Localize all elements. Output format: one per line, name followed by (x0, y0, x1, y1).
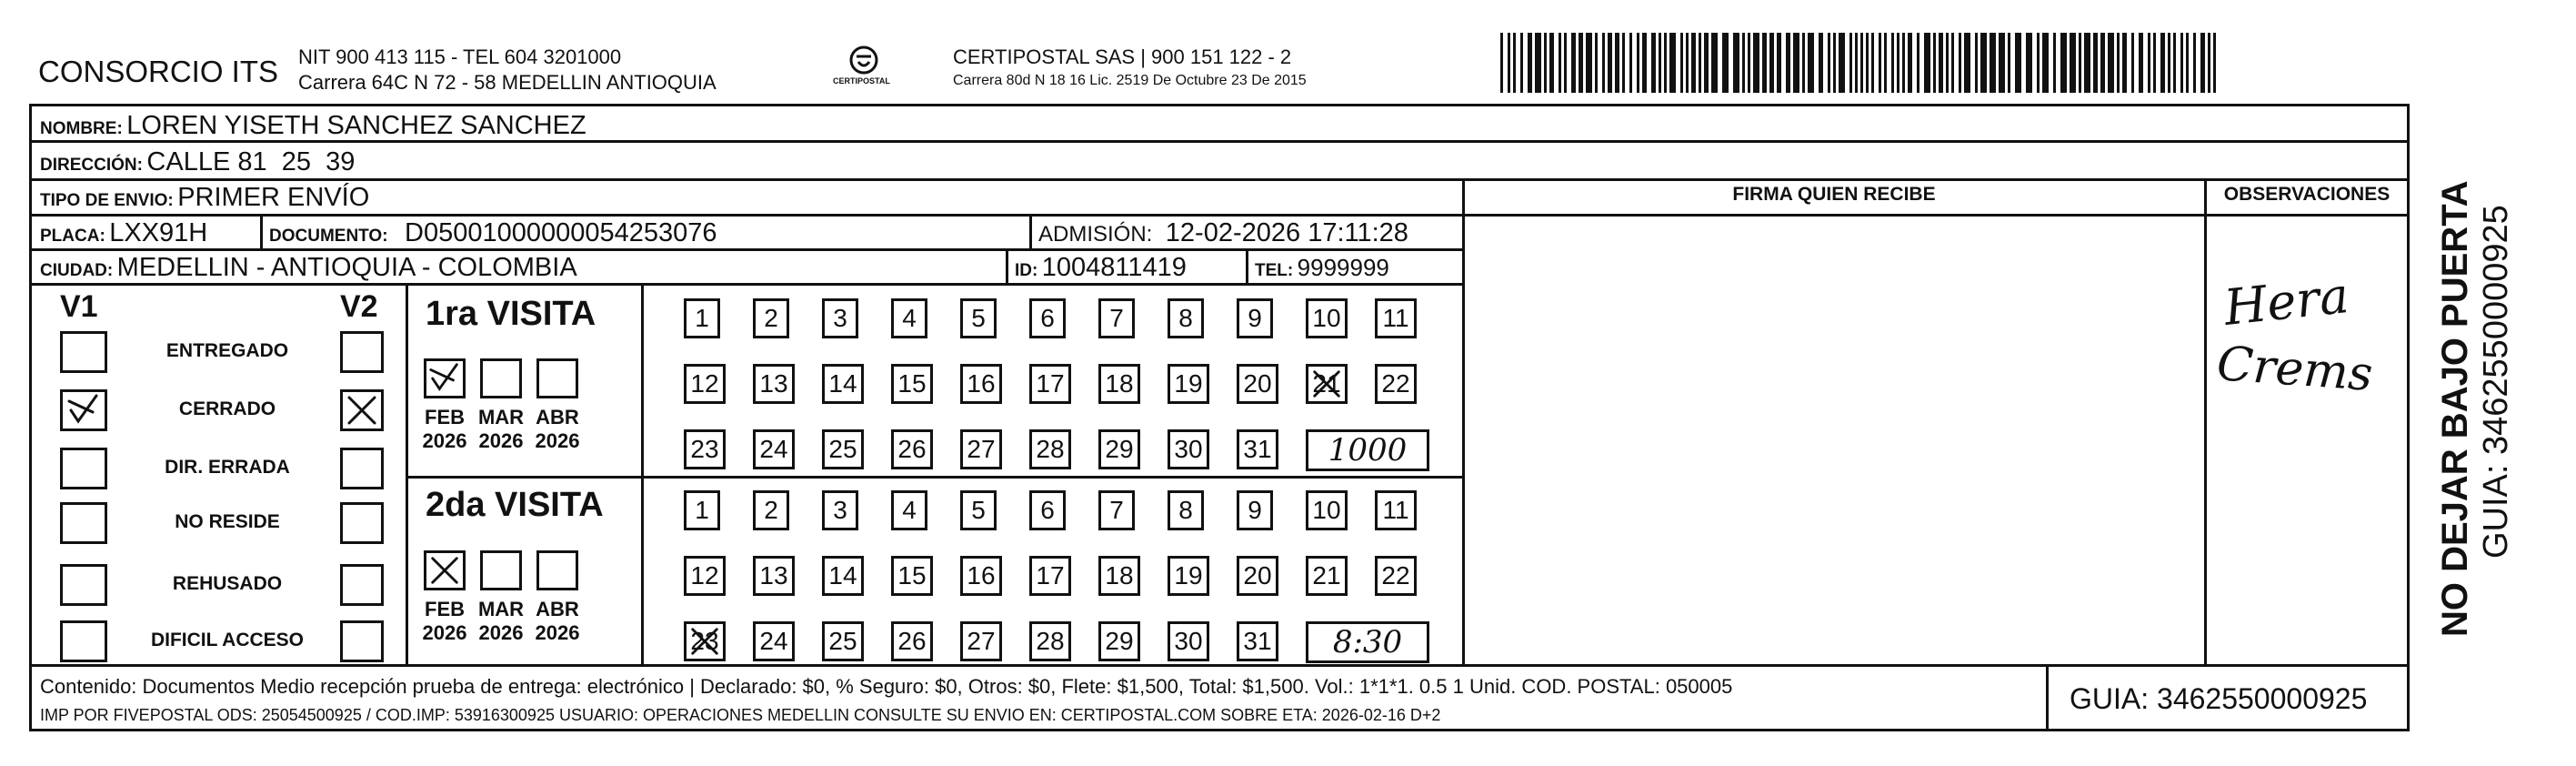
barcode-bar (2186, 33, 2189, 93)
barcode-bar (1959, 33, 1961, 93)
first-visit-title: 1ra VISITA (426, 295, 596, 333)
barcode-bar (2060, 33, 2067, 93)
company-name: CONSORCIO ITS (38, 55, 279, 88)
barcode-bar (2131, 33, 2134, 93)
second-visit-month-box[interactable] (480, 550, 522, 590)
second-visit-time[interactable]: 8:30 (1306, 621, 1429, 663)
second-visit-month-box[interactable] (536, 550, 578, 590)
barcode-bar (2037, 33, 2040, 93)
no-dejar-bajo-puerta: NO DEJAR BAJO PUERTA (2435, 180, 2475, 637)
barcode-bar (1722, 33, 1729, 93)
first-visit-day[interactable]: 28 (1029, 429, 1071, 469)
status-option-label: DIR. ERRADA (165, 457, 290, 478)
second-visit-day[interactable]: 6 (1029, 490, 1066, 530)
barcode-bar (1819, 33, 1823, 93)
ciudad-value: MEDELLIN - ANTIOQUIA - COLOMBIA (116, 253, 577, 282)
v2-checkbox[interactable] (340, 502, 384, 544)
barcode-bar (1908, 33, 1912, 93)
placa-label: PLACA: (40, 227, 105, 246)
second-visit-day[interactable]: 10 (1306, 490, 1348, 530)
first-visit-day[interactable]: 25 (822, 429, 864, 469)
barcode-bar (1902, 33, 1905, 93)
v1-checkbox[interactable] (60, 564, 107, 606)
barcode-bar (2026, 33, 2032, 93)
barcode-bar (1699, 33, 1701, 93)
barcode-bar (1897, 33, 1899, 93)
second-visit-day[interactable]: 5 (960, 490, 997, 530)
barcode-bar (1528, 33, 1532, 93)
admision-value: 12-02-2026 17:11:28 (1165, 218, 1408, 247)
barcode-bar (2100, 33, 2105, 93)
first-visit-day[interactable]: 3 (822, 298, 858, 338)
barcode-bar (1651, 33, 1656, 93)
second-visit-day[interactable]: 4 (891, 490, 927, 530)
status-option-label: ENTREGADO (165, 340, 289, 361)
first-visit-day[interactable]: 15 (891, 364, 933, 404)
first-visit-day[interactable]: 27 (960, 429, 1002, 469)
first-visit-day[interactable]: 16 (960, 364, 1002, 404)
barcode-bar (1762, 33, 1767, 93)
v2-checkbox[interactable] (340, 331, 384, 373)
second-visit-title: 2da VISITA (426, 486, 604, 524)
first-visit-month-box[interactable] (480, 358, 522, 398)
first-visit-day[interactable]: 17 (1029, 364, 1071, 404)
barcode-bar (1595, 33, 1598, 93)
second-visit-day[interactable]: 26 (891, 621, 933, 661)
second-visit-day[interactable]: 1 (684, 490, 720, 530)
placa-value: LXX91H (109, 218, 208, 247)
observaciones-title: OBSERVACIONES (2223, 184, 2391, 205)
barcode-bar (1669, 33, 1676, 93)
footer-imp: IMP POR FIVEPOSTAL ODS: 25054500925 / COD.IMP: 53916300925 USUARIO: OPERACIONES MEDELLIN CONSULTE SU ENVIO EN: CERTIPOSTAL.COM SOBRE ETA: 2026-02-16 D+2 (40, 706, 1441, 724)
barcode-bar (1975, 33, 1978, 93)
second-visit-month-box[interactable] (424, 550, 466, 590)
barcode (1500, 33, 2226, 95)
barcode-bar (1691, 33, 1696, 93)
barcode-bar (1748, 33, 1750, 93)
second-visit-day[interactable]: 7 (1098, 490, 1135, 530)
barcode-bar (1891, 33, 1894, 93)
barcode-bar (1777, 33, 1781, 93)
barcode-bar (1884, 33, 1887, 93)
second-visit-day[interactable]: 3 (822, 490, 858, 530)
second-visit-day[interactable]: 14 (822, 556, 864, 596)
second-visit-day[interactable]: 24 (753, 621, 795, 661)
second-visit-day[interactable]: 31 (1237, 621, 1278, 661)
second-visit-day[interactable]: 17 (1029, 556, 1071, 596)
barcode-bar (1849, 33, 1852, 93)
v1-header: V1 (60, 289, 98, 324)
first-visit-day[interactable]: 12 (684, 364, 726, 404)
v2-checkbox[interactable] (340, 620, 384, 662)
first-visit-day[interactable]: 21 (1306, 364, 1348, 404)
barcode-bar (2213, 33, 2216, 93)
documento-label: DOCUMENTO: (269, 227, 388, 246)
first-visit-day[interactable]: 14 (822, 364, 864, 404)
v2-checkbox[interactable] (340, 389, 384, 431)
barcode-bar (2093, 33, 2098, 93)
barcode-bar (1939, 33, 1943, 93)
barcode-bar (1742, 33, 1745, 93)
certipostal-line2: Carrera 80d N 18 16 Lic. 2519 De Octubre 23 De 2015 (953, 73, 1307, 88)
footer-contenido: Contenido: Documentos Medio recepción prueba de entrega: electrónico | Declarado: $0, % Seguro: $0, Otros: $0, Flete: $1,500, Total: $1,500. Vol.: 1*1*1. 0.5 1 Unid. COD. POSTAL: 050005 (40, 675, 1733, 698)
first-visit-day[interactable]: 9 (1237, 298, 1273, 338)
barcode-bar (2208, 33, 2210, 93)
hand-mark-icon (343, 392, 381, 428)
barcode-bar (1871, 33, 1874, 93)
barcode-bar (1802, 33, 1805, 93)
v1-checkbox[interactable] (60, 389, 107, 431)
status-option-label: REHUSADO (172, 573, 283, 594)
second-visit-month-label: MAR 2026 (477, 598, 525, 644)
company-address: Carrera 64C N 72 - 58 MEDELLIN ANTIOQUIA (298, 71, 717, 94)
first-visit-day[interactable]: 6 (1029, 298, 1066, 338)
barcode-bar (2053, 33, 2056, 93)
second-visit-day[interactable]: 29 (1098, 621, 1140, 661)
second-visit-day[interactable]: 9 (1237, 490, 1273, 530)
status-option-label: CERRADO (178, 398, 276, 419)
barcode-bar (2122, 33, 2127, 93)
first-visit-day[interactable]: 31 (1237, 429, 1278, 469)
barcode-bar (1549, 33, 1554, 93)
barcode-bar (2108, 33, 2114, 93)
barcode-bar (1602, 33, 1605, 93)
tel-label: TEL: (1255, 261, 1294, 280)
barcode-bar (1793, 33, 1799, 93)
first-visit-day[interactable]: 2 (753, 298, 789, 338)
barcode-bar (1615, 33, 1619, 93)
barcode-bar (1664, 33, 1667, 93)
first-visit-month-label: FEB 2026 (422, 406, 467, 452)
barcode-bar (1879, 33, 1881, 93)
barcode-bar (1571, 33, 1576, 93)
first-visit-day[interactable]: 19 (1168, 364, 1209, 404)
v1-checkbox[interactable] (60, 448, 107, 489)
first-visit-day[interactable]: 20 (1237, 364, 1278, 404)
v2-header: V2 (340, 289, 378, 324)
hand-mark-icon (426, 361, 463, 396)
barcode-bar (2148, 33, 2150, 93)
tipo-envio-label: TIPO DE ENVIO: (40, 191, 174, 210)
firma-title: FIRMA QUIEN RECIBE (1732, 184, 1936, 205)
barcode-bar (1544, 33, 1547, 93)
barcode-bar (1659, 33, 1661, 93)
first-visit-day[interactable]: 5 (960, 298, 997, 338)
second-visit-day[interactable]: 19 (1168, 556, 1209, 596)
barcode-bar (1586, 33, 1592, 93)
barcode-bar (2200, 33, 2205, 93)
barcode-bar (1535, 33, 1541, 93)
first-visit-day[interactable]: 10 (1306, 298, 1348, 338)
barcode-bar (1839, 33, 1845, 93)
barcode-bar (1500, 33, 1503, 93)
v1-checkbox[interactable] (60, 331, 107, 373)
v1-checkbox[interactable] (60, 620, 107, 662)
observaciones-note-line1: Hera (2221, 267, 2351, 337)
logo-text: CERTIPOSTAL (833, 76, 890, 86)
documento-value: D05001000000054253076 (405, 218, 717, 247)
direccion-label: DIRECCIÓN: (40, 156, 143, 175)
direccion-value: CALLE 81 25 39 (146, 147, 356, 176)
first-visit-day[interactable]: 1 (684, 298, 720, 338)
second-visit-day[interactable]: 16 (960, 556, 1002, 596)
tel-value: 9999999 (1297, 254, 1389, 281)
first-visit-day[interactable]: 7 (1098, 298, 1135, 338)
side-guia: GUIA: 3462550000925 (2477, 205, 2515, 559)
tipo-envio-value: PRIMER ENVÍO (177, 183, 370, 212)
hand-mark-icon (63, 392, 105, 428)
barcode-bar (1828, 33, 1830, 93)
nombre-label: NOMBRE: (40, 119, 123, 138)
barcode-bar (1642, 33, 1647, 93)
first-visit-month-box[interactable] (424, 358, 466, 398)
footer-guia: GUIA: 3462550000925 (2070, 682, 2368, 715)
status-option-label: NO RESIDE (175, 511, 280, 532)
first-visit-day[interactable]: 18 (1098, 364, 1140, 404)
barcode-bar (1564, 33, 1567, 93)
barcode-bar (1608, 33, 1612, 93)
observaciones-note-line2: Crems (2215, 337, 2375, 402)
v2-checkbox[interactable] (340, 564, 384, 606)
v2-checkbox[interactable] (340, 448, 384, 489)
barcode-bar (2160, 33, 2165, 93)
second-visit-day[interactable]: 30 (1168, 621, 1209, 661)
barcode-bar (1733, 33, 1739, 93)
barcode-bar (2070, 33, 2076, 93)
first-visit-day[interactable]: 4 (891, 298, 927, 338)
first-visit-day[interactable]: 23 (684, 429, 726, 469)
first-visit-day[interactable]: 29 (1098, 429, 1140, 469)
id-label: ID: (1015, 261, 1038, 280)
certipostal-logo (833, 42, 891, 96)
barcode-bar (1559, 33, 1561, 93)
barcode-bar (1990, 33, 1996, 93)
first-visit-month-box[interactable] (536, 358, 578, 398)
first-visit-month-label: MAR 2026 (477, 406, 525, 452)
barcode-bar (1622, 33, 1625, 93)
second-visit-day[interactable]: 27 (960, 621, 1002, 661)
second-visit-day[interactable]: 12 (684, 556, 726, 596)
second-visit-day[interactable]: 21 (1306, 556, 1348, 596)
firma-area[interactable] (1465, 217, 2204, 664)
ciudad-label: CIUDAD: (40, 261, 114, 280)
barcode-bar (1520, 33, 1523, 93)
barcode-bar (1786, 33, 1790, 93)
barcode-bar (1508, 33, 1510, 93)
barcode-bar (1711, 33, 1718, 93)
barcode-bar (1753, 33, 1759, 93)
company-nit: NIT 900 413 115 - TEL 604 3201000 (298, 45, 622, 68)
first-visit-day[interactable]: 11 (1375, 298, 1417, 338)
first-visit-day[interactable]: 8 (1168, 298, 1204, 338)
id-value: 1004811419 (1041, 253, 1187, 282)
barcode-bar (1769, 33, 1774, 93)
barcode-bar (2015, 33, 2021, 93)
barcode-bar (1946, 33, 1949, 93)
hand-mark-icon (426, 553, 463, 588)
first-visit-day[interactable]: 24 (753, 429, 795, 469)
barcode-bar (1833, 33, 1836, 93)
second-visit-day[interactable]: 18 (1098, 556, 1140, 596)
barcode-bar (2180, 33, 2183, 93)
first-visit-day[interactable]: 22 (1375, 364, 1417, 404)
barcode-bar (2079, 33, 2081, 93)
second-visit-day[interactable]: 28 (1029, 621, 1071, 661)
second-visit-day[interactable]: 11 (1375, 490, 1417, 530)
barcode-bar (1808, 33, 1814, 93)
v1-checkbox[interactable] (60, 502, 107, 544)
second-visit-day[interactable]: 8 (1168, 490, 1204, 530)
nombre-value: LOREN YISETH SANCHEZ SANCHEZ (126, 111, 586, 140)
status-option-label: DIFICIL ACCESO (150, 630, 304, 650)
barcode-bar (1980, 33, 1987, 93)
second-visit-day[interactable]: 23 (684, 621, 726, 661)
second-visit-day[interactable]: 20 (1237, 556, 1278, 596)
barcode-bar (1704, 33, 1709, 93)
second-visit-month-label: FEB 2026 (422, 598, 467, 644)
barcode-bar (1933, 33, 1936, 93)
admision-label: ADMISIÓN: (1038, 222, 1153, 247)
barcode-bar (1951, 33, 1954, 93)
certipostal-line1: CERTIPOSTAL SAS | 900 151 122 - 2 (953, 45, 1292, 68)
barcode-bar (1513, 33, 1516, 93)
barcode-bar (1629, 33, 1632, 93)
barcode-bar (2008, 33, 2010, 93)
first-visit-day[interactable]: 30 (1168, 429, 1209, 469)
barcode-bar (2173, 33, 2176, 93)
first-visit-time[interactable]: 1000 (1306, 429, 1429, 471)
first-visit-month-label: ABR 2026 (535, 406, 580, 452)
barcode-bar (1579, 33, 1583, 93)
second-visit-day[interactable]: 25 (822, 621, 864, 661)
barcode-bar (2117, 33, 2120, 93)
barcode-bar (2153, 33, 2156, 93)
barcode-bar (1917, 33, 1919, 93)
hand-mark-icon (1308, 367, 1345, 401)
second-visit-day[interactable]: 2 (753, 490, 789, 530)
barcode-bar (1637, 33, 1639, 93)
barcode-bar (2042, 33, 2049, 93)
second-visit-day[interactable]: 22 (1375, 556, 1417, 596)
second-visit-month-label: ABR 2026 (535, 598, 580, 644)
hand-mark-icon (687, 624, 723, 659)
barcode-bar (2193, 33, 2196, 93)
barcode-bar (1964, 33, 1970, 93)
first-visit-day[interactable]: 26 (891, 429, 933, 469)
barcode-bar (1860, 33, 1863, 93)
second-visit-day[interactable]: 13 (753, 556, 795, 596)
barcode-bar (2084, 33, 2090, 93)
second-visit-day[interactable]: 15 (891, 556, 933, 596)
barcode-bar (1924, 33, 1930, 93)
barcode-bar (1866, 33, 1869, 93)
barcode-bar (1680, 33, 1683, 93)
barcode-bar (2168, 33, 2170, 93)
barcode-bar (2139, 33, 2143, 93)
barcode-bar (1855, 33, 1858, 93)
barcode-bar (1686, 33, 1689, 93)
barcode-bar (1999, 33, 2005, 93)
first-visit-day[interactable]: 13 (753, 364, 795, 404)
